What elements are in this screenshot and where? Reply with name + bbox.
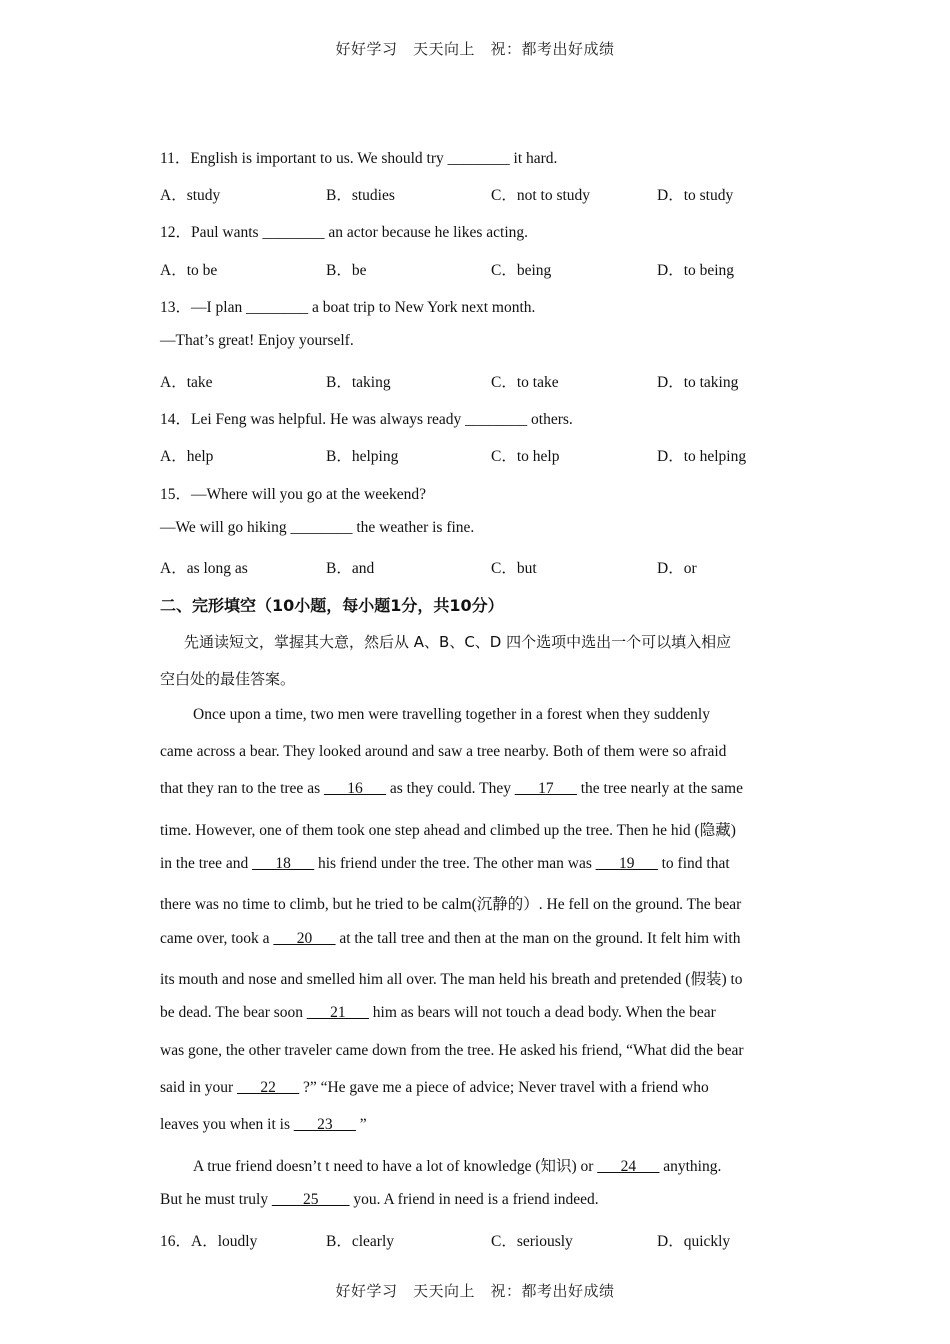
question-16-options [160,1229,840,1249]
question-15-stem-reply: —We will go hiking ________ the weather is fine. [160,519,475,536]
passage-line [160,1079,709,1097]
option-c: C．but [491,560,537,577]
passage-text: that they ran to the tree as [160,780,324,797]
blank-25: ____25____ [271,1191,350,1208]
option-d: D．to being [657,262,735,279]
question-12-options [160,258,840,278]
option-c: C．to help [491,448,560,465]
instruction-line-2: 空白处的最佳答案。 [160,670,296,688]
passage-text: A true friend doesn’t t need to have a lot of knowledge (知识) or [193,1158,598,1175]
passage-text: But he must truly [160,1191,272,1208]
passage-line [160,780,743,798]
option-b: B．helping [326,448,399,465]
option-a: A．help [160,448,214,465]
option-c: C．seriously [491,1233,573,1250]
question-15-stem: 15．—Where will you go at the weekend? [160,486,426,503]
option-d: D．or [657,560,697,577]
passage-text: to find that [657,855,730,872]
blank-21: ___21___ [306,1004,369,1021]
passage-line [160,930,740,948]
blank-16: ___16___ [323,780,386,797]
blank-22: ___22___ [237,1079,300,1096]
blank-24: ___24___ [597,1158,660,1175]
passage-text: leaves you when it is [160,1116,294,1133]
passage-line [160,1116,367,1134]
question-11-options [160,183,840,203]
blank-20: ___20___ [273,930,336,947]
page-header: 好好学习 天天向上 祝：都考出好成绩 [335,40,615,58]
option-d: D．to study [657,187,734,204]
option-d: D．to helping [657,448,747,465]
passage-text: anything. [659,1158,722,1175]
question-13-options [160,370,840,390]
section-title: 二、完形填空（10小题，每小题1分，共10分） [160,596,504,615]
passage-line: time. However, one of them took one step ahead and climbed up the tree. Then he hid (隐藏) [160,822,736,839]
passage-text: him as bears will not touch a dead body. When the bear [368,1004,716,1021]
option-c: C．being [491,262,552,279]
passage-text: in the tree and [160,855,253,872]
passage-text: came over, took a [160,930,274,947]
blank-23: ___23___ [293,1116,356,1133]
passage-text: said in your [160,1079,238,1096]
option-a: A．take [160,374,213,391]
option-a-text: A．loudly [191,1233,258,1250]
passage-line [160,855,730,873]
passage-text: at the tall tree and then at the man on the ground. It felt him with [335,930,741,947]
blank-17: ___17___ [514,780,577,797]
instruction-line-1: 先通读短文，掌握其大意，然后从 A、B、C、D 四个选项中选出一个可以填入相应 [184,633,732,651]
blank-19: ___19___ [595,855,658,872]
question-14-stem: 14．Lei Feng was helpful. He was always ready ________ others. [160,411,573,428]
blank-18: ___18___ [252,855,315,872]
passage-line: came across a bear. They looked around and saw a tree nearby. Both of them were so afraid [160,743,727,760]
question-13-stem-reply: —That’s great! Enjoy yourself. [160,332,354,349]
option-a: A．study [160,187,221,204]
option-a: A．as long as [160,560,248,577]
option-b: B．clearly [326,1233,395,1250]
option-c: C．not to study [491,187,591,204]
passage-text: ” [355,1116,367,1133]
page-footer: 好好学习 天天向上 祝：都考出好成绩 [335,1282,615,1300]
question-12-stem: 12．Paul wants ________ an actor because he likes acting. [160,224,529,241]
option-b: B．and [326,560,375,577]
option-a [160,1229,257,1251]
question-number: 16． [160,1233,192,1250]
passage-line: its mouth and nose and smelled him all over. The man held his breath and pretended (假装) to [160,971,743,988]
option-a: A．to be [160,262,218,279]
question-15-options [160,556,840,576]
passage-line [193,1154,721,1176]
passage-text: the tree nearly at the same [576,780,743,797]
passage-line [160,1191,599,1209]
option-b: B．studies [326,187,395,204]
question-14-options [160,444,840,464]
passage-text: you. A friend in need is a friend indeed. [349,1191,599,1208]
passage-text: his friend under the tree. The other man was [314,855,596,872]
passage-text: be dead. The bear soon [160,1004,307,1021]
question-11-stem: 11．English is important to us. We should try ________ it hard. [160,150,558,167]
passage-line: was gone, the other traveler came down from the tree. He asked his friend, “What did the bear [160,1042,744,1059]
passage-line [160,1004,716,1022]
option-c: C．to take [491,374,559,391]
option-b: B．taking [326,374,391,391]
option-d: D．quickly [657,1233,731,1250]
passage-text: ?” “He gave me a piece of advice; Never travel with a friend who [299,1079,709,1096]
option-d: D．to taking [657,374,739,391]
passage-text: as they could. They [385,780,515,797]
option-b: B．be [326,262,367,279]
passage-line: Once upon a time, two men were travelling together in a forest when they suddenly [193,706,710,723]
question-13-stem: 13．—I plan ________ a boat trip to New York next month. [160,299,536,316]
passage-line: there was no time to climb, but he tried to be calm(沉静的）. He fell on the ground. The bear [160,896,742,913]
